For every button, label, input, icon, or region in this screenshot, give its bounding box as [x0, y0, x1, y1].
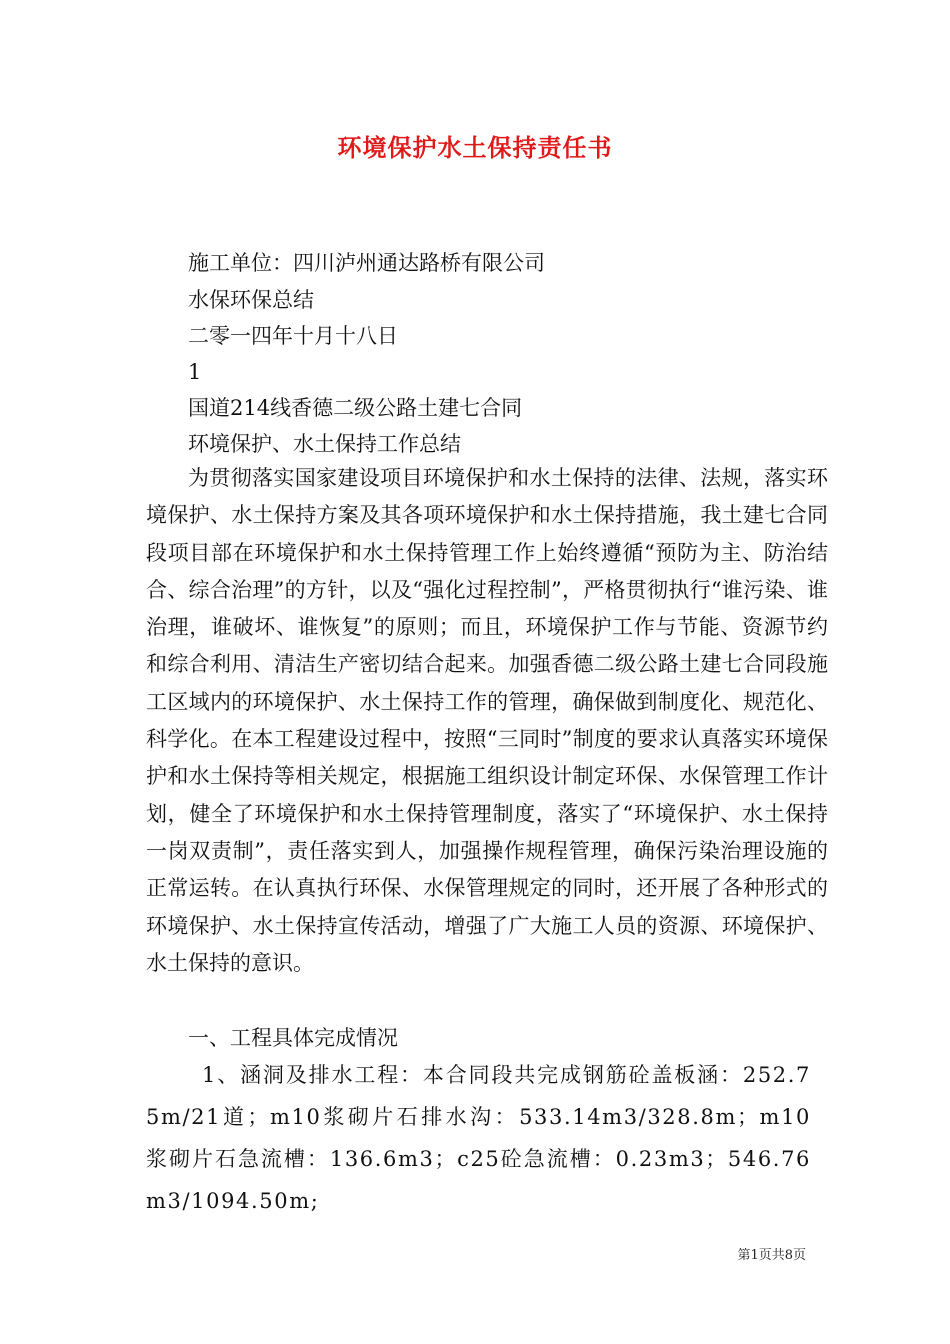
document-title: 环境保护水土保持责任书: [337, 133, 613, 162]
summary-subtitle-line: 环境保护、水土保持工作总结: [188, 432, 461, 456]
construction-unit-line: 施工单位：四川泸州通达路桥有限公司: [188, 251, 545, 275]
intro-paragraph: 为贯彻落实国家建设项目环境保护和水土保持的法律、法规，落实环境保护、水土保持方案及其各项环境保护和水土保持措施，我土建七合同段项目部在环境保护和水土保持管理工作上始终遵循“预防为主、防治结合、综合治理”的方针，以及“强化过程控制”，严格贯彻执行“谁污染、谁治理，谁破坏、谁恢复”的原则；而且，环境保护工作与节能、资源节约和综合利用、清洁生产密切结合起来。加强香德二级公路土建七合同段施工区域内的环境保护、水土保持工作的管理，确保做到制度化、规范化、科学化。在本工程建设过程中，按照“三同时”制度的要求认真落实环境保护和水土保持等相关规定，根据施工组织设计制定环保、水保管理工作计划，健全了环境保护和水土保持管理制度，落实了“环境保护、水土保持一岗双责制”，责任落实到人，加强操作规程管理，确保污染治理设施的正常运转。在认真执行环保、水保管理规定的同时，还开展了各种形式的环境保护、水土保持宣传活动，增强了广大施工人员的资源、环境保护、水土保持的意识。: [146, 466, 828, 975]
date-line: 二零一四年十月十八日: [188, 324, 398, 348]
culvert-drainage-paragraph: 1、涵洞及排水工程：本合同段共完成钢筋砼盖板涵：252.75m/21道；m10浆砌片石排水沟：533.14m3/328.8m；m10浆砌片石急流槽：136.6m3；c25砼急流槽：0.23m3；546.76m3/1094.50m;: [146, 1063, 811, 1213]
page-footer: 第1页共8页: [737, 1248, 806, 1263]
number-line: 1: [188, 360, 202, 384]
section-heading: 一、工程具体完成情况: [188, 1026, 398, 1050]
project-name-line: 国道214线香德二级公路土建七合同: [188, 396, 523, 420]
summary-type-line: 水保环保总结: [188, 288, 314, 312]
